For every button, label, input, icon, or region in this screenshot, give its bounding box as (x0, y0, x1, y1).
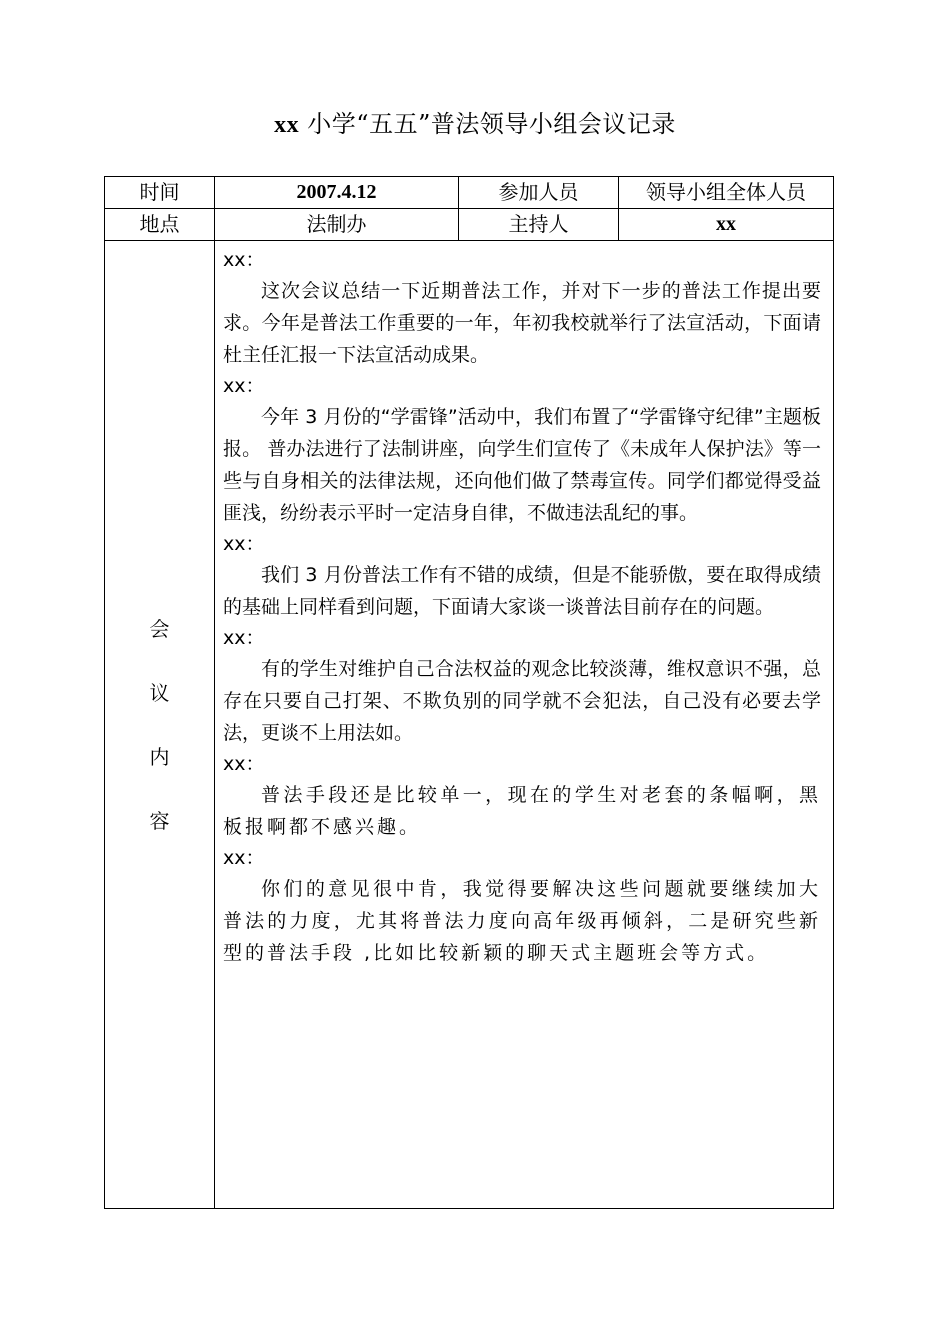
title-prefix: xx (274, 112, 300, 138)
place-value: 法制办 (215, 209, 459, 241)
time-label: 时间 (105, 177, 215, 209)
speaker-label: xx： (223, 533, 265, 555)
section-label-char: 会 (149, 616, 170, 641)
title-main: 小学“五五”普法领导小组会议记录 (307, 110, 676, 138)
host-value: xx (619, 209, 834, 241)
speaker-label: xx： (223, 753, 265, 775)
participants-value: 领导小组全体人员 (619, 177, 834, 209)
speaker-label: xx： (223, 627, 265, 649)
section-label-char: 内 (149, 744, 170, 769)
minutes-paragraph: 今年 3 月份的“学雷锋”活动中，我们布置了“学雷锋守纪律”主题板报。 普办法进行了法制讲座，向学生们宣传了《未成年人保护法》等一些与自身相关的法律法规，还向他们做了禁毒宣传。同学们都觉得受益匪浅，纷纷表示平时一定洁身自律，不做违法乱纪的事。 (223, 406, 821, 524)
content-row (105, 241, 834, 1209)
meeting-content (215, 241, 834, 1209)
minutes-paragraph: 你们的意见很中肯，我觉得要解决这些问题就要继续加大普法的力度，尤其将普法力度向高年级再倾斜，二是研究些新型的普法手段 ,比如比较新颖的聊天式主题班会等方式。 (223, 878, 821, 964)
participants-label: 参加人员 (459, 177, 619, 209)
meeting-content-label (105, 241, 215, 1209)
minutes-paragraph: 我们 3 月份普法工作有不错的成绩，但是不能骄傲，要在取得成绩的基础上同样看到问题，下面请大家谈一谈普法目前存在的问题。 (223, 564, 821, 618)
speaker-label: xx： (223, 847, 265, 869)
section-label-char: 议 (149, 680, 170, 705)
section-label-char: 容 (149, 808, 170, 833)
minutes-table (104, 176, 834, 1209)
speaker-label: xx： (223, 249, 265, 271)
document-title (0, 104, 950, 139)
speaker-label: xx： (223, 375, 265, 397)
host-label: 主持人 (459, 209, 619, 241)
minutes-paragraph: 这次会议总结一下近期普法工作，并对下一步的普法工作提出要求。今年是普法工作重要的一年，年初我校就举行了法宣活动，下面请杜主任汇报一下法宣活动成果。 (223, 280, 821, 366)
header-row-time (105, 177, 834, 209)
place-label: 地点 (105, 209, 215, 241)
time-value: 2007.4.12 (215, 177, 459, 209)
minutes-paragraph: 有的学生对维护自己合法权益的观念比较淡薄，维权意识不强，总存在只要自己打架、不欺负别的同学就不会犯法，自己没有必要去学法，更谈不上用法如。 (223, 658, 821, 744)
header-row-place (105, 209, 834, 241)
minutes-paragraph: 普法手段还是比较单一，现在的学生对老套的条幅啊，黑板报啊都不感兴趣。 (223, 784, 821, 838)
